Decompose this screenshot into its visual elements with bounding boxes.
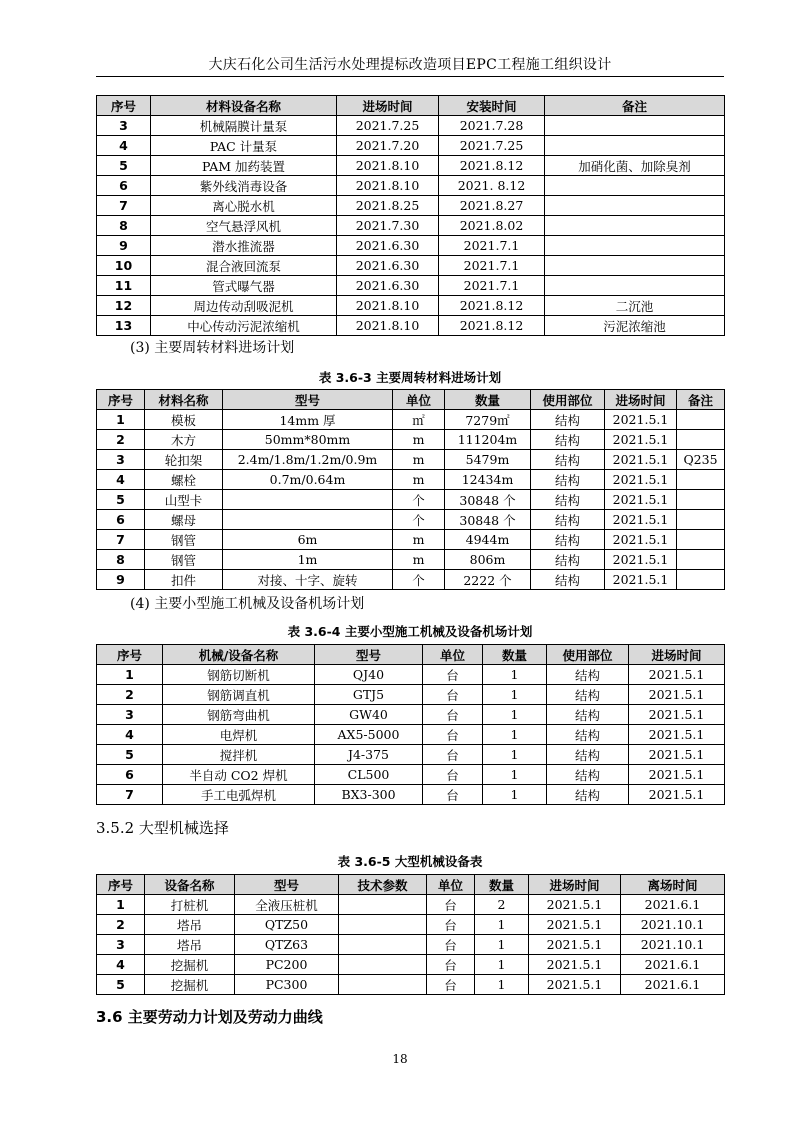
table-row xyxy=(97,550,725,570)
table-cell: 个 xyxy=(393,510,445,530)
table-cell: 中心传动污泥浓缩机 xyxy=(151,316,337,336)
column-header: 型号 xyxy=(223,390,393,410)
table-cell: 30848 个 xyxy=(445,490,531,510)
row-index: 5 xyxy=(97,490,145,510)
table-row xyxy=(97,745,725,765)
row-index: 2 xyxy=(97,915,145,935)
table-cell: 30848 个 xyxy=(445,510,531,530)
table-cell: 紫外线消毒设备 xyxy=(151,176,337,196)
table-cell: 台 xyxy=(423,745,483,765)
table-cell: 2021.10.1 xyxy=(621,935,725,955)
table-cell xyxy=(677,430,725,450)
row-index: 8 xyxy=(97,216,151,236)
row-index: 4 xyxy=(97,470,145,490)
table-cell: 对接、十字、旋转 xyxy=(223,570,393,590)
row-index: 3 xyxy=(97,116,151,136)
table-row xyxy=(97,685,725,705)
table-cell: GW40 xyxy=(315,705,423,725)
row-index: 6 xyxy=(97,510,145,530)
table-cell: 空气悬浮风机 xyxy=(151,216,337,236)
table-cell: 14mm 厚 xyxy=(223,410,393,430)
table-cell: 2021.5.1 xyxy=(605,490,677,510)
table-cell: 2021.8.10 xyxy=(337,296,439,316)
table-cell: 2021.6.30 xyxy=(337,256,439,276)
table-caption: 表 3.6-3 主要周转材料进场计划 xyxy=(318,370,502,385)
column-header: 进场时间 xyxy=(529,875,621,895)
table-cell: 污泥浓缩池 xyxy=(545,316,725,336)
table-cell: 2021.8.10 xyxy=(337,156,439,176)
table-cell: 2021.6.1 xyxy=(621,955,725,975)
table-row xyxy=(97,296,725,316)
table-row xyxy=(97,450,725,470)
table-row xyxy=(97,410,725,430)
table-cell: 台 xyxy=(423,665,483,685)
table-cell: 2021. 8.12 xyxy=(439,176,545,196)
table-cell: QJ40 xyxy=(315,665,423,685)
table-cell: 结构 xyxy=(547,745,629,765)
table-cell: 结构 xyxy=(547,765,629,785)
table-cell: 2 xyxy=(475,895,529,915)
header-rule xyxy=(96,76,724,77)
row-index: 11 xyxy=(97,276,151,296)
table-cell: 模板 xyxy=(145,410,223,430)
table-row xyxy=(97,156,725,176)
row-index: 9 xyxy=(97,570,145,590)
table-row xyxy=(97,955,725,975)
table-cell: 2021.8.02 xyxy=(439,216,545,236)
table-cell: 2021.6.1 xyxy=(621,975,725,995)
column-header: 型号 xyxy=(235,875,339,895)
column-header: 数量 xyxy=(445,390,531,410)
table-cell: 挖掘机 xyxy=(145,955,235,975)
table-row xyxy=(97,935,725,955)
table-cell: 2021.8.12 xyxy=(439,156,545,176)
table-cell: 2021.7.25 xyxy=(439,136,545,156)
table-cell: 周边传动刮吸泥机 xyxy=(151,296,337,316)
table-cell: 打桩机 xyxy=(145,895,235,915)
row-index: 2 xyxy=(97,430,145,450)
table-cell: 2021.5.1 xyxy=(629,745,725,765)
row-index: 7 xyxy=(97,785,163,805)
table-cell: 2021.8.10 xyxy=(337,176,439,196)
table-cell: 二沉池 xyxy=(545,296,725,316)
table-cell: 台 xyxy=(423,725,483,745)
page-header: 大庆石化公司生活污水处理提标改造项目EPC工程施工组织设计 xyxy=(208,57,612,73)
table-cell: m xyxy=(393,550,445,570)
page-number: 18 xyxy=(392,1052,408,1066)
table-cell: 2222 个 xyxy=(445,570,531,590)
column-header: 安装时间 xyxy=(439,96,545,116)
section-heading-3: (3) 主要周转材料进场计划 xyxy=(130,340,295,356)
table-cell: 5479m xyxy=(445,450,531,470)
row-index: 5 xyxy=(97,745,163,765)
table-cell: 1 xyxy=(475,915,529,935)
small-machinery-table xyxy=(96,644,725,805)
table-cell: m xyxy=(393,470,445,490)
row-index: 1 xyxy=(97,665,163,685)
table-cell: 结构 xyxy=(531,550,605,570)
table-cell: 钢筋切断机 xyxy=(163,665,315,685)
table-row xyxy=(97,216,725,236)
table-row xyxy=(97,176,725,196)
table-cell: 钢筋弯曲机 xyxy=(163,705,315,725)
table-cell: 111204m xyxy=(445,430,531,450)
table-cell: 2021.5.1 xyxy=(605,470,677,490)
section-heading-352: 3.5.2 大型机械选择 xyxy=(96,819,229,837)
table-cell: 12434m xyxy=(445,470,531,490)
table-cell: 螺母 xyxy=(145,510,223,530)
table-cell xyxy=(339,915,427,935)
column-header: 机械/设备名称 xyxy=(163,645,315,665)
table-cell xyxy=(545,136,725,156)
turnover-materials-table xyxy=(96,389,725,590)
table-cell: 山型卡 xyxy=(145,490,223,510)
table-header-row xyxy=(97,96,725,116)
table-cell: 管式曝气器 xyxy=(151,276,337,296)
table-cell: GTJ5 xyxy=(315,685,423,705)
table-cell: 结构 xyxy=(531,450,605,470)
table-cell: 钢管 xyxy=(145,550,223,570)
table-cell: 台 xyxy=(423,785,483,805)
table-cell: 挖掘机 xyxy=(145,975,235,995)
table-cell: 台 xyxy=(423,765,483,785)
table-cell: AX5-5000 xyxy=(315,725,423,745)
table-cell: 2021.5.1 xyxy=(629,765,725,785)
table-row xyxy=(97,785,725,805)
table-cell: 1 xyxy=(483,665,547,685)
table-cell: 2021.7.25 xyxy=(337,116,439,136)
column-header: 备注 xyxy=(545,96,725,116)
table-cell: 台 xyxy=(427,895,475,915)
table-cell: 台 xyxy=(427,975,475,995)
table-cell: m xyxy=(393,530,445,550)
row-index: 8 xyxy=(97,550,145,570)
table-cell: 个 xyxy=(393,490,445,510)
column-header: 使用部位 xyxy=(547,645,629,665)
column-header: 备注 xyxy=(677,390,725,410)
table-cell: 结构 xyxy=(547,705,629,725)
table-cell: 结构 xyxy=(531,490,605,510)
table-cell: 2021.5.1 xyxy=(529,975,621,995)
table-cell xyxy=(677,410,725,430)
table-cell: 2021.8.12 xyxy=(439,316,545,336)
table-cell: 2021.5.1 xyxy=(629,785,725,805)
table-cell: 2021.5.1 xyxy=(605,570,677,590)
column-header: 进场时间 xyxy=(605,390,677,410)
table-cell: 结构 xyxy=(547,665,629,685)
table-cell: 2021.7.1 xyxy=(439,276,545,296)
table-cell: 加硝化菌、加除臭剂 xyxy=(545,156,725,176)
table-cell: 1 xyxy=(483,685,547,705)
row-index: 7 xyxy=(97,530,145,550)
table-row xyxy=(97,430,725,450)
table-cell: 塔吊 xyxy=(145,935,235,955)
column-header: 数量 xyxy=(483,645,547,665)
column-header: 序号 xyxy=(97,96,151,116)
row-index: 6 xyxy=(97,765,163,785)
table-cell: 潜水推流器 xyxy=(151,236,337,256)
row-index: 1 xyxy=(97,895,145,915)
table-row xyxy=(97,470,725,490)
row-index: 4 xyxy=(97,136,151,156)
table-cell: 1m xyxy=(223,550,393,570)
table-caption: 表 3.6-5 大型机械设备表 xyxy=(337,854,483,869)
row-index: 4 xyxy=(97,725,163,745)
table-cell: 结构 xyxy=(531,510,605,530)
row-index: 3 xyxy=(97,935,145,955)
table-cell: 2021.5.1 xyxy=(529,895,621,915)
row-index: 1 xyxy=(97,410,145,430)
table-cell xyxy=(339,975,427,995)
table-cell: 塔吊 xyxy=(145,915,235,935)
table-cell: 2021.5.1 xyxy=(605,410,677,430)
table-cell: QTZ63 xyxy=(235,935,339,955)
table-cell xyxy=(223,510,393,530)
table-cell: m xyxy=(393,430,445,450)
table-row xyxy=(97,276,725,296)
table-cell: 806m xyxy=(445,550,531,570)
table-cell: 4944m xyxy=(445,530,531,550)
table-row xyxy=(97,915,725,935)
table-cell xyxy=(545,116,725,136)
table-cell: 1 xyxy=(475,935,529,955)
table-cell xyxy=(677,570,725,590)
table-cell: 1 xyxy=(483,705,547,725)
table-cell: 2021.8.27 xyxy=(439,196,545,216)
table-cell: PAM 加药装置 xyxy=(151,156,337,176)
table-cell: 2021.6.30 xyxy=(337,236,439,256)
table-cell: 机械隔膜计量泵 xyxy=(151,116,337,136)
table-cell: QTZ50 xyxy=(235,915,339,935)
table-row xyxy=(97,490,725,510)
column-header: 序号 xyxy=(97,875,145,895)
table-cell: 结构 xyxy=(547,725,629,745)
table-cell: 1 xyxy=(483,745,547,765)
table-cell xyxy=(545,196,725,216)
table-cell: 2021.5.1 xyxy=(529,935,621,955)
table-row xyxy=(97,256,725,276)
table-cell: ㎡ xyxy=(393,410,445,430)
row-index: 2 xyxy=(97,685,163,705)
table-cell: 2021.5.1 xyxy=(605,550,677,570)
table-row xyxy=(97,705,725,725)
table-header-row xyxy=(97,645,725,665)
column-header: 数量 xyxy=(475,875,529,895)
table-cell: 2021.7.20 xyxy=(337,136,439,156)
table-cell: 6m xyxy=(223,530,393,550)
table-cell: 台 xyxy=(427,935,475,955)
table-cell: 0.7m/0.64m xyxy=(223,470,393,490)
table-row xyxy=(97,196,725,216)
column-header: 技术参数 xyxy=(339,875,427,895)
table-cell: 2021.5.1 xyxy=(605,450,677,470)
table-cell: 2021.10.1 xyxy=(621,915,725,935)
table-cell: 2021.6.30 xyxy=(337,276,439,296)
row-index: 12 xyxy=(97,296,151,316)
table-cell xyxy=(677,530,725,550)
table-cell: 2021.7.1 xyxy=(439,236,545,256)
row-index: 13 xyxy=(97,316,151,336)
table-cell: 7279㎡ xyxy=(445,410,531,430)
table-cell: PC300 xyxy=(235,975,339,995)
row-index: 6 xyxy=(97,176,151,196)
table-cell xyxy=(545,216,725,236)
equipment-schedule-table xyxy=(96,95,725,336)
section-heading-36: 3.6 主要劳动力计划及劳动力曲线 xyxy=(96,1008,323,1026)
table-cell: 台 xyxy=(423,705,483,725)
large-machinery-table xyxy=(96,874,725,995)
table-cell xyxy=(677,470,725,490)
table-cell: 个 xyxy=(393,570,445,590)
column-header: 设备名称 xyxy=(145,875,235,895)
row-index: 5 xyxy=(97,156,151,176)
table-cell: 搅拌机 xyxy=(163,745,315,765)
column-header: 序号 xyxy=(97,390,145,410)
table-cell: 半自动 CO2 焊机 xyxy=(163,765,315,785)
table-header-row xyxy=(97,390,725,410)
table-cell xyxy=(545,236,725,256)
section-heading-4: (4) 主要小型施工机械及设备机场计划 xyxy=(130,596,365,612)
table-cell: 全液压桩机 xyxy=(235,895,339,915)
table-cell: 2021.8.12 xyxy=(439,296,545,316)
table-cell: 2021.5.1 xyxy=(529,915,621,935)
table-cell: 50mm*80mm xyxy=(223,430,393,450)
table-cell xyxy=(545,276,725,296)
table-cell: 结构 xyxy=(547,685,629,705)
table-cell: 结构 xyxy=(531,410,605,430)
column-header: 材料名称 xyxy=(145,390,223,410)
column-header: 型号 xyxy=(315,645,423,665)
table-cell: Q235 xyxy=(677,450,725,470)
table-cell xyxy=(545,256,725,276)
table-cell: BX3-300 xyxy=(315,785,423,805)
row-index: 5 xyxy=(97,975,145,995)
table-cell: PC200 xyxy=(235,955,339,975)
table-cell xyxy=(339,935,427,955)
table-cell: 2021.5.1 xyxy=(629,705,725,725)
table-cell: 台 xyxy=(427,915,475,935)
table-cell: 轮扣架 xyxy=(145,450,223,470)
table-cell: 钢管 xyxy=(145,530,223,550)
table-cell: 1 xyxy=(475,955,529,975)
table-row xyxy=(97,975,725,995)
table-row xyxy=(97,895,725,915)
table-cell: 2021.5.1 xyxy=(605,510,677,530)
table-cell: 钢筋调直机 xyxy=(163,685,315,705)
table-cell: 台 xyxy=(423,685,483,705)
table-caption: 表 3.6-4 主要小型施工机械及设备机场计划 xyxy=(287,624,533,639)
table-cell: 木方 xyxy=(145,430,223,450)
table-cell: 2021.7.1 xyxy=(439,256,545,276)
table-row xyxy=(97,765,725,785)
table-cell: 2021.5.1 xyxy=(629,665,725,685)
table-cell: 结构 xyxy=(547,785,629,805)
table-cell: 手工电弧焊机 xyxy=(163,785,315,805)
table-cell: 结构 xyxy=(531,530,605,550)
column-header: 材料设备名称 xyxy=(151,96,337,116)
row-index: 9 xyxy=(97,236,151,256)
table-header-row xyxy=(97,875,725,895)
table-cell xyxy=(677,550,725,570)
table-cell: 扣件 xyxy=(145,570,223,590)
table-cell: 螺栓 xyxy=(145,470,223,490)
table-row xyxy=(97,136,725,156)
table-row xyxy=(97,116,725,136)
table-cell: 2021.7.30 xyxy=(337,216,439,236)
row-index: 3 xyxy=(97,450,145,470)
table-cell: 1 xyxy=(483,785,547,805)
column-header: 单位 xyxy=(393,390,445,410)
table-cell: 2.4m/1.8m/1.2m/0.9m xyxy=(223,450,393,470)
table-row xyxy=(97,570,725,590)
row-index: 4 xyxy=(97,955,145,975)
table-cell: 2021.8.25 xyxy=(337,196,439,216)
column-header: 进场时间 xyxy=(337,96,439,116)
table-cell: 1 xyxy=(483,725,547,745)
column-header: 单位 xyxy=(423,645,483,665)
column-header: 使用部位 xyxy=(531,390,605,410)
table-cell: 台 xyxy=(427,955,475,975)
table-cell: J4-375 xyxy=(315,745,423,765)
table-cell: 结构 xyxy=(531,470,605,490)
table-cell xyxy=(223,490,393,510)
table-cell: 混合液回流泵 xyxy=(151,256,337,276)
table-row xyxy=(97,665,725,685)
table-cell: 2021.5.1 xyxy=(629,725,725,745)
table-cell xyxy=(677,490,725,510)
table-cell: CL500 xyxy=(315,765,423,785)
table-cell xyxy=(677,510,725,530)
table-row xyxy=(97,236,725,256)
table-row xyxy=(97,510,725,530)
table-cell: 1 xyxy=(475,975,529,995)
column-header: 序号 xyxy=(97,645,163,665)
table-cell: 2021.5.1 xyxy=(605,530,677,550)
column-header: 单位 xyxy=(427,875,475,895)
table-cell: 2021.7.28 xyxy=(439,116,545,136)
table-cell xyxy=(545,176,725,196)
column-header: 进场时间 xyxy=(629,645,725,665)
table-cell: 2021.5.1 xyxy=(629,685,725,705)
row-index: 3 xyxy=(97,705,163,725)
table-cell: 1 xyxy=(483,765,547,785)
table-row xyxy=(97,316,725,336)
table-cell: 电焊机 xyxy=(163,725,315,745)
table-row xyxy=(97,530,725,550)
table-cell: 2021.5.1 xyxy=(529,955,621,975)
table-cell: 结构 xyxy=(531,430,605,450)
table-cell xyxy=(339,895,427,915)
column-header: 离场时间 xyxy=(621,875,725,895)
table-cell xyxy=(339,955,427,975)
table-cell: m xyxy=(393,450,445,470)
table-cell: 离心脱水机 xyxy=(151,196,337,216)
table-cell: 2021.6.1 xyxy=(621,895,725,915)
row-index: 7 xyxy=(97,196,151,216)
table-cell: PAC 计量泵 xyxy=(151,136,337,156)
table-row xyxy=(97,725,725,745)
table-cell: 结构 xyxy=(531,570,605,590)
table-cell: 2021.5.1 xyxy=(605,430,677,450)
table-cell: 2021.8.10 xyxy=(337,316,439,336)
row-index: 10 xyxy=(97,256,151,276)
